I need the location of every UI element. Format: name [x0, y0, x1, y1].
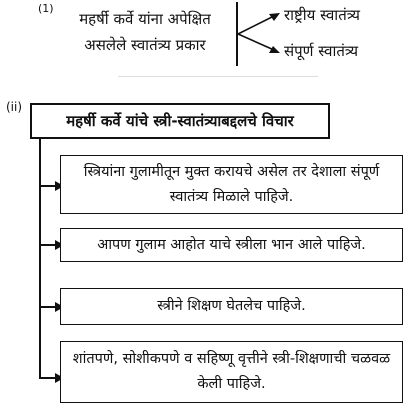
part2-marker: (ii)	[6, 100, 23, 114]
point-box-2	[60, 228, 403, 262]
point-text-4: शांतपणे, सोशीकपणे व सहिष्णू वृत्तीने स्त्री-शिक्षणाची चळवळ केली पाहिजे.	[72, 351, 391, 392]
branch-line-3	[39, 306, 55, 308]
branch-line-1	[39, 185, 55, 187]
branch-line-4	[39, 377, 55, 379]
part1-marker: (1)	[38, 2, 54, 15]
part1-source-line-1: महर्षी कर्वे यांना अपेक्षित	[79, 10, 211, 28]
point-text-1: स्त्रियांना गुलामीतून मुक्त करायचे असेल तर देशाला संपूर्ण स्वातंत्र्य मिळाले पाहिजे.	[83, 163, 380, 205]
point-text-3: स्त्रीने शिक्षण घेतलेच पाहिजे.	[157, 298, 306, 314]
point-box-1	[60, 155, 403, 214]
part1-output-1: राष्ट्रीय स्वातंत्र्य	[284, 6, 360, 24]
point-box-4	[60, 341, 403, 403]
point-box-3	[60, 288, 403, 325]
branch-line-2	[39, 244, 55, 246]
faint-divider	[118, 76, 318, 77]
part2-heading: महर्षी कर्वे यांचे स्त्री-स्वातंत्र्याबद्दलचे विचार	[66, 111, 294, 130]
part1-source-line-2: असलेले स्वातंत्र्य प्रकार	[84, 36, 206, 54]
part2-vertical-connector	[39, 139, 41, 378]
point-text-2: आपण गुलाम आहोत याचे स्त्रीला भान आले पाहिजे.	[97, 236, 366, 253]
part1-output-2: संपूर्ण स्वातंत्र्य	[284, 42, 359, 60]
part2-heading-box	[30, 103, 330, 139]
